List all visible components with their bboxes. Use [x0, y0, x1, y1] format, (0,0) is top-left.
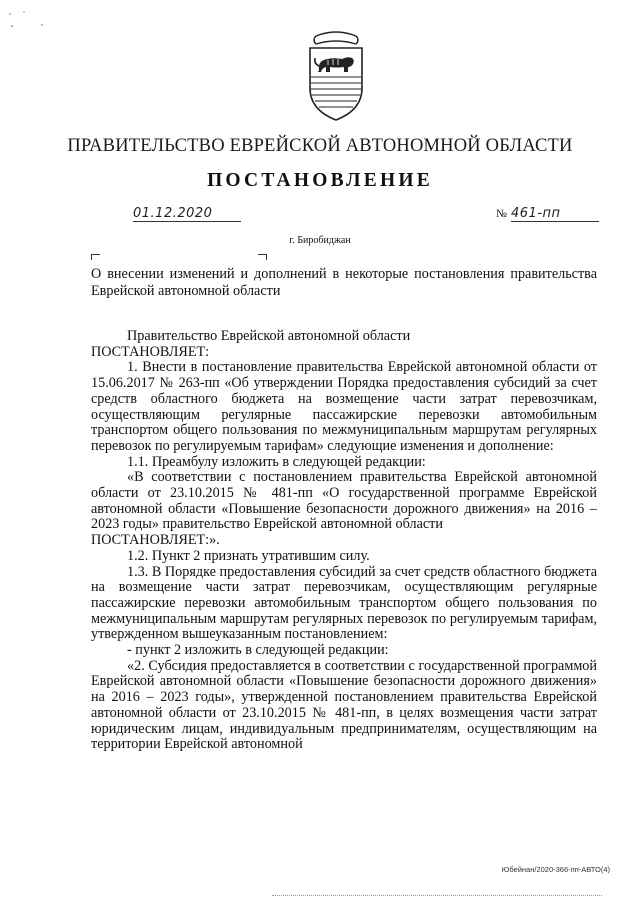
bottom-divider [272, 895, 602, 896]
document-date: 01.12.2020 [133, 206, 241, 222]
body-paragraph: «В соответствии с постановлением правительства Еврейской автономной области от 23.10.2015 № 481-пп «О государственной программе Еврейской автономной области «Повышение безопасности дорожного движения» на 2016 – 2023 годы» правительство Еврейской автономной области [91, 469, 597, 533]
footer-document-code: Юбейнан/2020-366-пп-АВТО(4) [501, 865, 610, 874]
document-type: ПОСТАНОВЛЕНИЕ [207, 170, 433, 191]
body-paragraph: ПОСТАНОВЛЯЕТ:». [91, 532, 220, 549]
subject-bracket-left [91, 254, 100, 260]
body-paragraph: - пункт 2 изложить в следующей редакции: [127, 642, 389, 659]
coat-of-arms-icon [306, 30, 366, 122]
number-label: № [496, 208, 507, 220]
body-paragraph: ПОСТАНОВЛЯЕТ: [91, 343, 210, 360]
body-paragraph: Правительство Еврейской автономной области [127, 328, 411, 344]
subject-bracket-right [258, 254, 267, 260]
document-subject: О внесении изменений и дополнений в некоторые постановления правительства Еврейской автономной области [91, 266, 597, 299]
city-name: г. Биробиджан [289, 235, 351, 246]
body-paragraph: 1.3. В Порядке предоставления субсидий за счет средств областного бюджета на возмещение части затрат перевозчикам, осуществляющим регулярные пассажирские перевозки автомобильным транспортом общего пользования по межмуниципальным маршрутам регулярных перевозок по регулируемым тарифам, утвержденном вышеуказанным постановлением: [91, 563, 597, 643]
document-number: 461-пп [511, 206, 599, 222]
body-paragraph: «2. Субсидия предоставляется в соответствии с государственной программой Еврейской автономной области «Повышение безопасности дорожного движения» на 2016 – 2023 годы», утвержденной постановлением правительства Еврейской автономной области от 23.10.2015 № 481-пп, в целях возмещения части затрат юридическим лицам, индивидуальным предпринимателям, осуществляющим на территории Еврейской автономной [91, 657, 597, 753]
document-body [91, 329, 597, 753]
body-paragraph: 1.1. Преамбулу изложить в следующей редакции: [127, 453, 426, 470]
body-paragraph: 1. Внести в постановление правительства Еврейской автономной области от 15.06.2017 № 263-пп «Об утверждении Порядка предоставления субсидий за счет средств областного бюджета на возмещение части затрат перевозчикам, осуществляющим регулярные пассажирские перевозки автомобильным транспортом общего пользования по межмуниципальным маршрутам регулярных перевозок по регулируемым тарифам» следующие изменения и дополнение: [91, 359, 597, 454]
government-title: ПРАВИТЕЛЬСТВО ЕВРЕЙСКОЙ АВТОНОМНОЙ ОБЛАСТИ [67, 136, 573, 156]
scan-marks [6, 8, 46, 28]
body-paragraph: 1.2. Пункт 2 признать утратившим силу. [127, 547, 370, 564]
